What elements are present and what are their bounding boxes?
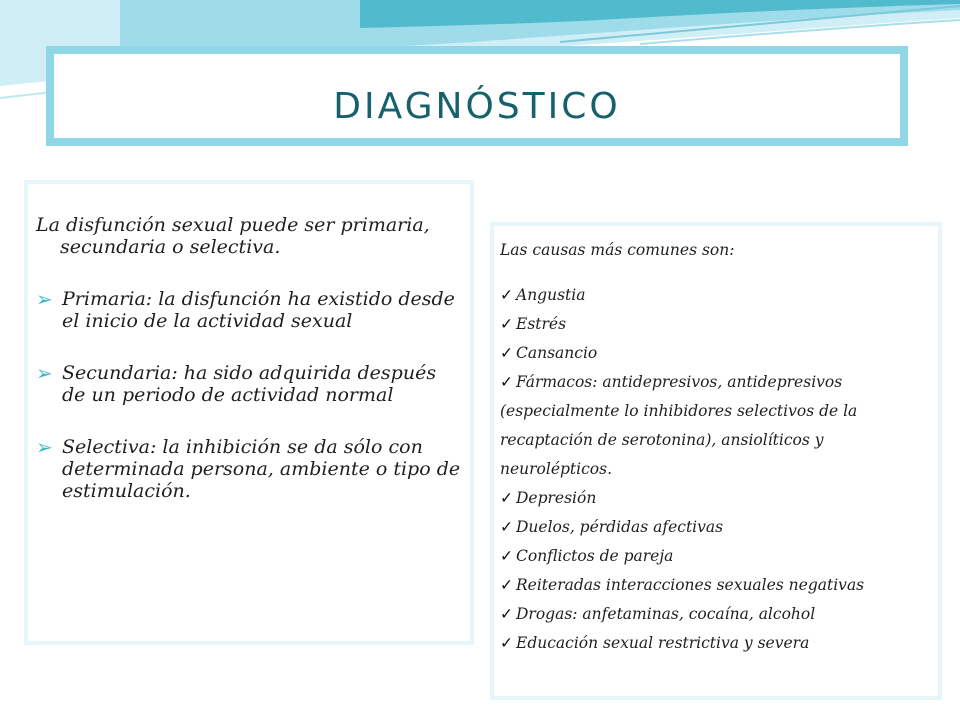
list-item-text: Conflictos de pareja	[516, 547, 674, 565]
list-item	[500, 281, 932, 310]
checkmark-icon: ✓	[500, 489, 513, 507]
arrow-bullet-icon: ➢	[36, 287, 53, 311]
list-item	[500, 339, 932, 368]
right-text-box	[490, 222, 942, 700]
arrow-bullet-icon: ➢	[36, 435, 53, 459]
causes-list	[500, 281, 932, 658]
list-item	[500, 310, 932, 339]
checkmark-icon: ✓	[500, 605, 513, 623]
checkmark-icon: ✓	[500, 547, 513, 565]
list-item-text: Cansancio	[516, 344, 598, 362]
list-item	[500, 542, 932, 571]
checkmark-icon: ✓	[500, 373, 513, 391]
list-item	[36, 288, 462, 332]
list-item	[500, 600, 932, 629]
list-item	[500, 484, 932, 513]
list-item	[500, 571, 932, 600]
arrow-bullet-icon: ➢	[36, 361, 53, 385]
checkmark-icon: ✓	[500, 286, 513, 304]
list-item	[500, 368, 932, 484]
slide-title: DIAGNÓSTICO	[333, 85, 621, 127]
checkmark-icon: ✓	[500, 634, 513, 652]
list-item-text: Angustia	[516, 286, 586, 304]
list-item-text: Estrés	[516, 315, 567, 333]
checkmark-icon: ✓	[500, 518, 513, 536]
checkmark-icon: ✓	[500, 344, 513, 362]
list-item	[500, 513, 932, 542]
list-item	[500, 629, 932, 658]
list-item	[36, 362, 462, 406]
list-item-text: Reiteradas interacciones sexuales negativas	[516, 576, 865, 594]
checkmark-icon: ✓	[500, 315, 513, 333]
title-banner	[46, 46, 908, 146]
left-text-box	[24, 180, 474, 645]
checkmark-icon: ✓	[500, 576, 513, 594]
list-item	[36, 436, 462, 502]
list-item-text: Fármacos: antidepresivos, antidepresivos (especialmente lo inhibidores selectivos de la recaptación de serotonina), ansiolíticos y neurolépticos.	[500, 373, 858, 478]
list-item-text: Duelos, pérdidas afectivas	[516, 518, 724, 536]
list-item-text: Educación sexual restrictiva y severa	[516, 634, 810, 652]
list-item-text: Primaria: la disfunción ha existido desde el inicio de la actividad sexual	[62, 288, 455, 332]
list-item-text: Drogas: anfetaminas, cocaína, alcohol	[516, 605, 816, 623]
right-intro-text: Las causas más comunes son:	[500, 241, 735, 259]
list-item-text: Depresión	[516, 489, 597, 507]
left-intro-text: La disfunción sexual puede ser primaria, secundaria o selectiva.	[36, 214, 430, 258]
list-item-text: Selectiva: la inhibición se da sólo con determinada persona, ambiente o tipo de estimulación.	[62, 436, 461, 502]
list-item-text: Secundaria: ha sido adquirida después de un periodo de actividad normal	[62, 362, 437, 406]
